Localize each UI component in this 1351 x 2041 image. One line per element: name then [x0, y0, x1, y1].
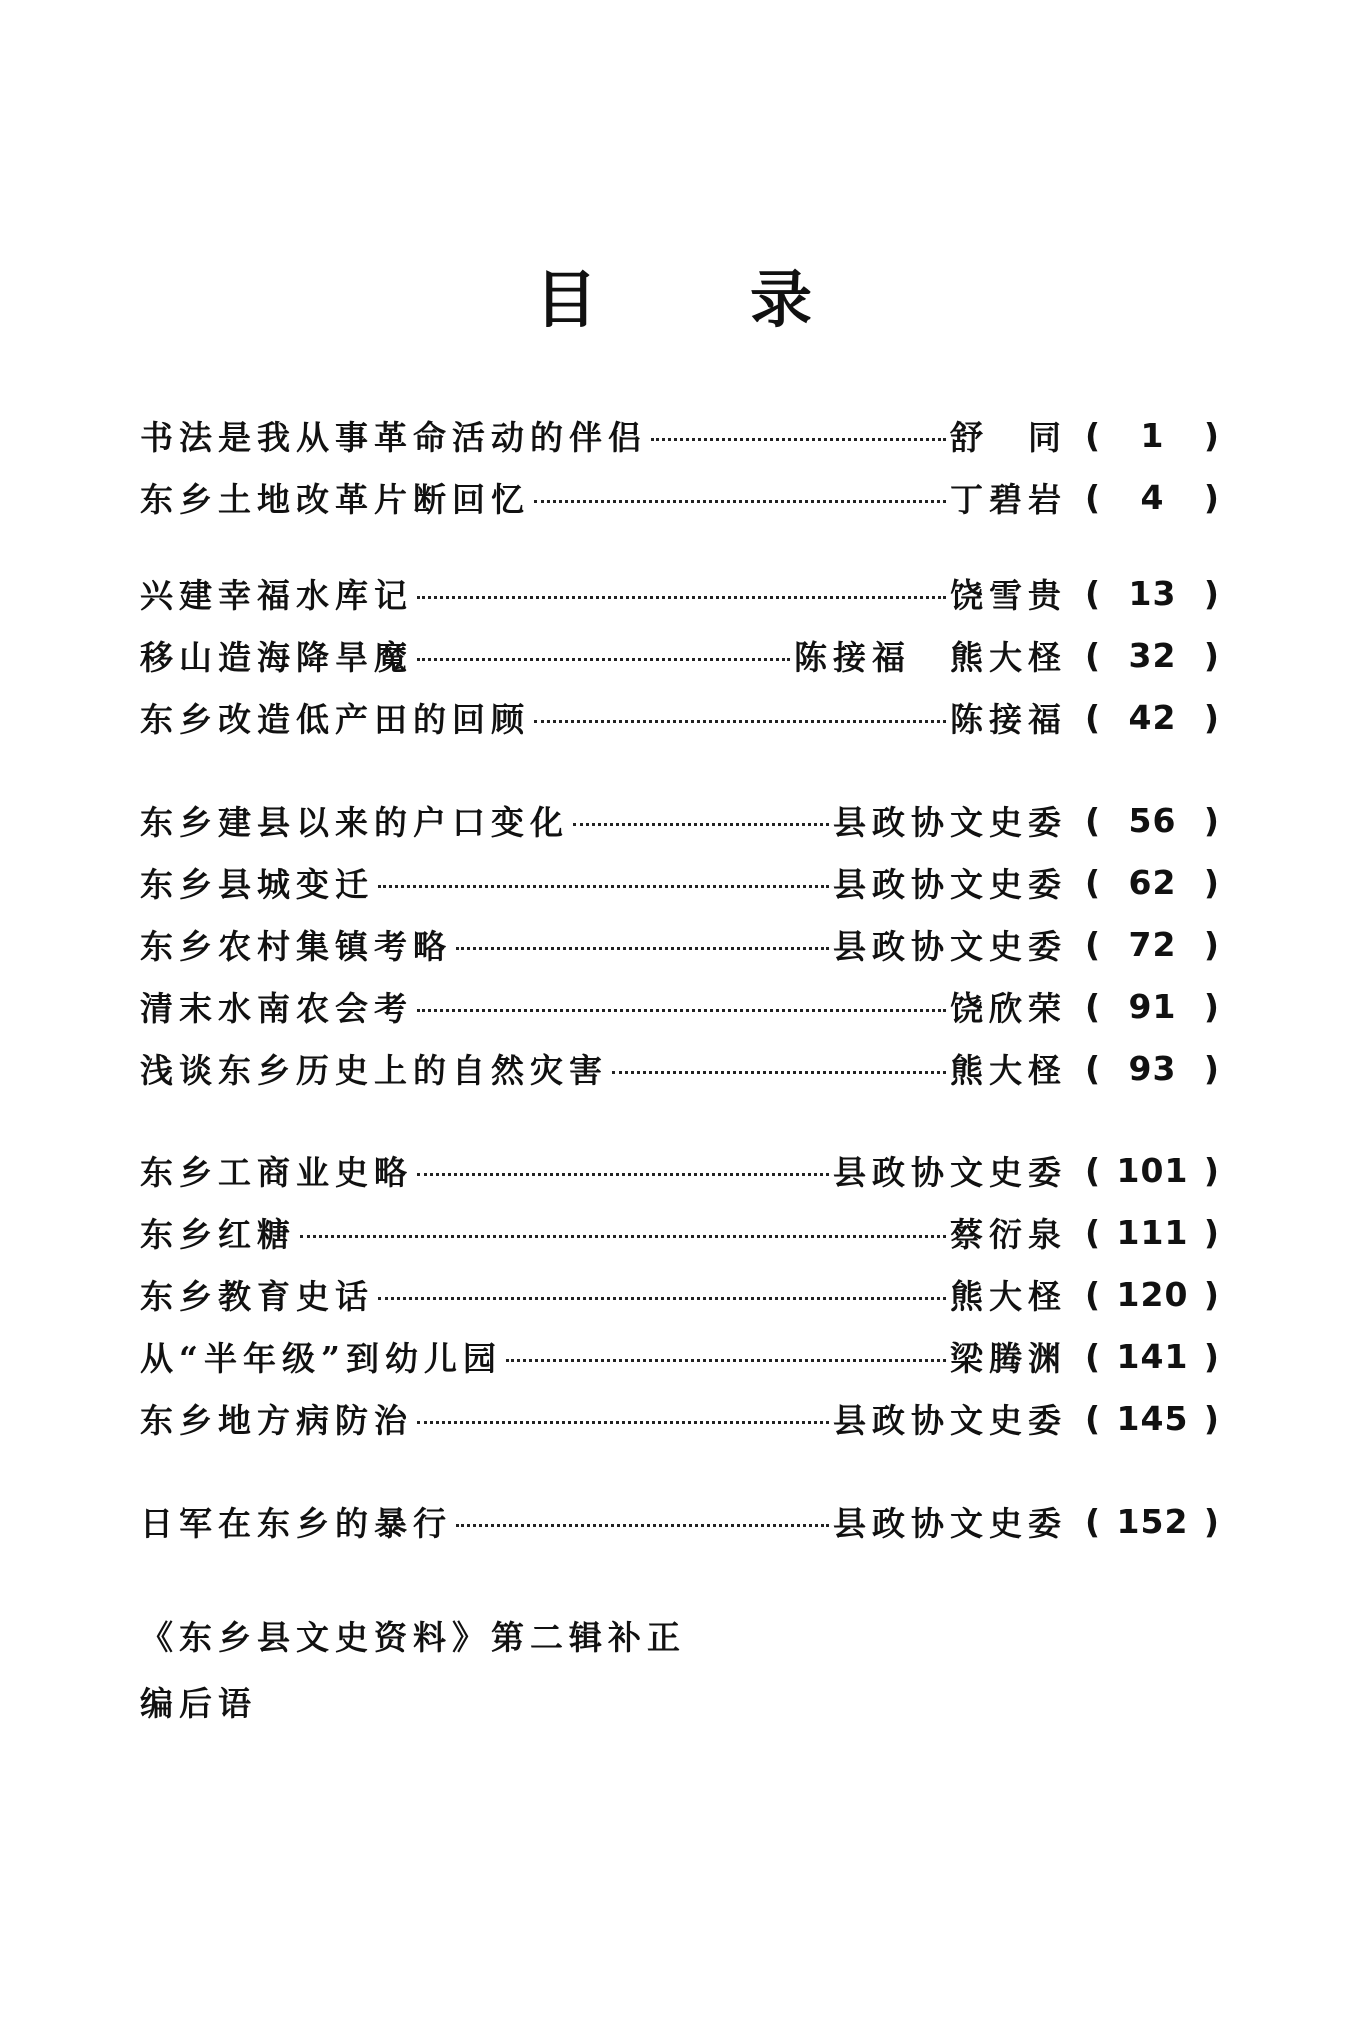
entry-title: 东乡地方病防治	[140, 1400, 413, 1440]
entry-page	[1085, 698, 1220, 737]
toc-entry[interactable]	[140, 1043, 1220, 1093]
entry-author: 县政协文史委	[833, 926, 1067, 966]
entry-page	[1085, 636, 1220, 675]
close-paren: )	[1203, 1501, 1220, 1541]
entry-page	[1085, 1275, 1220, 1314]
page-number: 4	[1140, 477, 1165, 517]
page-number: 111	[1116, 1212, 1189, 1252]
entry-title: 浅谈东乡历史上的自然灾害	[140, 1050, 608, 1090]
entry-author: 饶欣荣	[950, 988, 1067, 1028]
entry-page	[1085, 801, 1220, 840]
page-number: 145	[1116, 1398, 1189, 1438]
close-paren: )	[1203, 1274, 1220, 1314]
toc-entry[interactable]	[140, 1331, 1220, 1381]
entry-page	[1085, 1049, 1220, 1088]
toc-entry[interactable]	[140, 692, 1220, 742]
close-paren: )	[1203, 800, 1220, 840]
open-paren: (	[1085, 477, 1102, 517]
supplement-note[interactable]: 《东乡县文史资料》第二辑补正	[140, 1618, 686, 1657]
open-paren: (	[1085, 573, 1102, 613]
entry-author: 县政协文史委	[833, 1152, 1067, 1192]
entry-title: 东乡红糖	[140, 1214, 296, 1254]
dot-leader	[417, 1421, 829, 1424]
entry-author: 县政协文史委	[833, 864, 1067, 904]
dot-leader	[534, 720, 946, 723]
page-number: 56	[1128, 800, 1177, 840]
entry-title: 兴建幸福水库记	[140, 575, 413, 615]
page-title	[535, 250, 835, 336]
entry-title: 东乡土地改革片断回忆	[140, 479, 530, 519]
entry-page	[1085, 1502, 1220, 1541]
close-paren: )	[1203, 924, 1220, 964]
toc-entry[interactable]	[140, 410, 1220, 460]
toc-entry[interactable]	[140, 1269, 1220, 1319]
title-char-2: 录	[750, 263, 813, 336]
dot-leader	[417, 596, 946, 599]
entry-page	[1085, 925, 1220, 964]
close-paren: )	[1203, 1150, 1220, 1190]
entry-author: 熊大柽	[950, 1276, 1067, 1316]
open-paren: (	[1085, 1501, 1102, 1541]
toc-entry[interactable]	[140, 630, 1220, 680]
open-paren: (	[1085, 800, 1102, 840]
page-number: 13	[1128, 573, 1177, 613]
toc-entry[interactable]	[140, 919, 1220, 969]
open-paren: (	[1085, 697, 1102, 737]
close-paren: )	[1203, 415, 1220, 455]
open-paren: (	[1085, 924, 1102, 964]
entry-author: 饶雪贵	[950, 575, 1067, 615]
entry-title: 从“半年级”到幼儿园	[140, 1338, 502, 1378]
entry-title: 书法是我从事革命活动的伴侣	[140, 417, 647, 457]
close-paren: )	[1203, 1048, 1220, 1088]
page-number: 1	[1140, 415, 1165, 455]
entry-page	[1085, 416, 1220, 455]
open-paren: (	[1085, 1048, 1102, 1088]
entry-title: 移山造海降旱魔	[140, 637, 413, 677]
entry-author: 陈接福	[950, 699, 1067, 739]
entry-title: 东乡教育史话	[140, 1276, 374, 1316]
close-paren: )	[1203, 1398, 1220, 1438]
entry-page	[1085, 478, 1220, 517]
page-number: 120	[1116, 1274, 1189, 1314]
page-number: 72	[1128, 924, 1177, 964]
toc-entry[interactable]	[140, 1145, 1220, 1195]
toc-entry[interactable]	[140, 472, 1220, 522]
toc-entry[interactable]	[140, 1496, 1220, 1546]
dot-leader	[417, 1009, 946, 1012]
entry-author: 熊大柽	[950, 1050, 1067, 1090]
toc-entry[interactable]	[140, 857, 1220, 907]
dot-leader	[573, 823, 829, 826]
page-number: 62	[1128, 862, 1177, 902]
entry-author: 县政协文史委	[833, 1503, 1067, 1543]
afterword[interactable]: 编后语	[140, 1684, 257, 1723]
close-paren: )	[1203, 697, 1220, 737]
dot-leader	[534, 500, 946, 503]
close-paren: )	[1203, 1212, 1220, 1252]
entry-author: 梁腾渊	[950, 1338, 1067, 1378]
page-number: 152	[1116, 1501, 1189, 1541]
close-paren: )	[1203, 986, 1220, 1026]
open-paren: (	[1085, 862, 1102, 902]
dot-leader	[417, 658, 790, 661]
page-number: 101	[1116, 1150, 1189, 1190]
open-paren: (	[1085, 1398, 1102, 1438]
entry-title: 日军在东乡的暴行	[140, 1503, 452, 1543]
entry-page	[1085, 1213, 1220, 1252]
page-number: 42	[1128, 697, 1177, 737]
entry-author: 蔡衍泉	[950, 1214, 1067, 1254]
close-paren: )	[1203, 635, 1220, 675]
open-paren: (	[1085, 1150, 1102, 1190]
close-paren: )	[1203, 862, 1220, 902]
open-paren: (	[1085, 1274, 1102, 1314]
entry-title: 东乡建县以来的户口变化	[140, 802, 569, 842]
page-number: 32	[1128, 635, 1177, 675]
entry-page	[1085, 574, 1220, 613]
toc-entry[interactable]	[140, 1207, 1220, 1257]
close-paren: )	[1203, 573, 1220, 613]
toc-entry[interactable]	[140, 1393, 1220, 1443]
entry-author: 陈接福 熊大柽	[794, 637, 1067, 677]
entry-author: 县政协文史委	[833, 802, 1067, 842]
entry-page	[1085, 863, 1220, 902]
dot-leader	[417, 1173, 829, 1176]
page-number: 141	[1116, 1336, 1189, 1376]
page-number: 91	[1128, 986, 1177, 1026]
toc-entry[interactable]	[140, 795, 1220, 845]
close-paren: )	[1203, 477, 1220, 517]
entry-title: 东乡改造低产田的回顾	[140, 699, 530, 739]
open-paren: (	[1085, 1336, 1102, 1376]
entry-title: 清末水南农会考	[140, 988, 413, 1028]
dot-leader	[506, 1359, 946, 1362]
title-char-1: 目	[535, 263, 598, 336]
toc-entry[interactable]	[140, 981, 1220, 1031]
entry-author: 丁碧岩	[950, 479, 1067, 519]
entry-page	[1085, 987, 1220, 1026]
open-paren: (	[1085, 415, 1102, 455]
dot-leader	[456, 1524, 829, 1527]
dot-leader	[651, 438, 946, 441]
dot-leader	[378, 885, 829, 888]
entry-page	[1085, 1151, 1220, 1190]
open-paren: (	[1085, 986, 1102, 1026]
dot-leader	[378, 1297, 946, 1300]
close-paren: )	[1203, 1336, 1220, 1376]
entry-page	[1085, 1337, 1220, 1376]
dot-leader	[300, 1235, 946, 1238]
entry-title: 东乡县城变迁	[140, 864, 374, 904]
entry-page	[1085, 1399, 1220, 1438]
open-paren: (	[1085, 635, 1102, 675]
dot-leader	[612, 1071, 946, 1074]
open-paren: (	[1085, 1212, 1102, 1252]
entry-author: 县政协文史委	[833, 1400, 1067, 1440]
toc-entry[interactable]	[140, 568, 1220, 618]
dot-leader	[456, 947, 829, 950]
entry-title: 东乡农村集镇考略	[140, 926, 452, 966]
page-number: 93	[1128, 1048, 1177, 1088]
entry-title: 东乡工商业史略	[140, 1152, 413, 1192]
entry-author: 舒 同	[950, 417, 1067, 457]
